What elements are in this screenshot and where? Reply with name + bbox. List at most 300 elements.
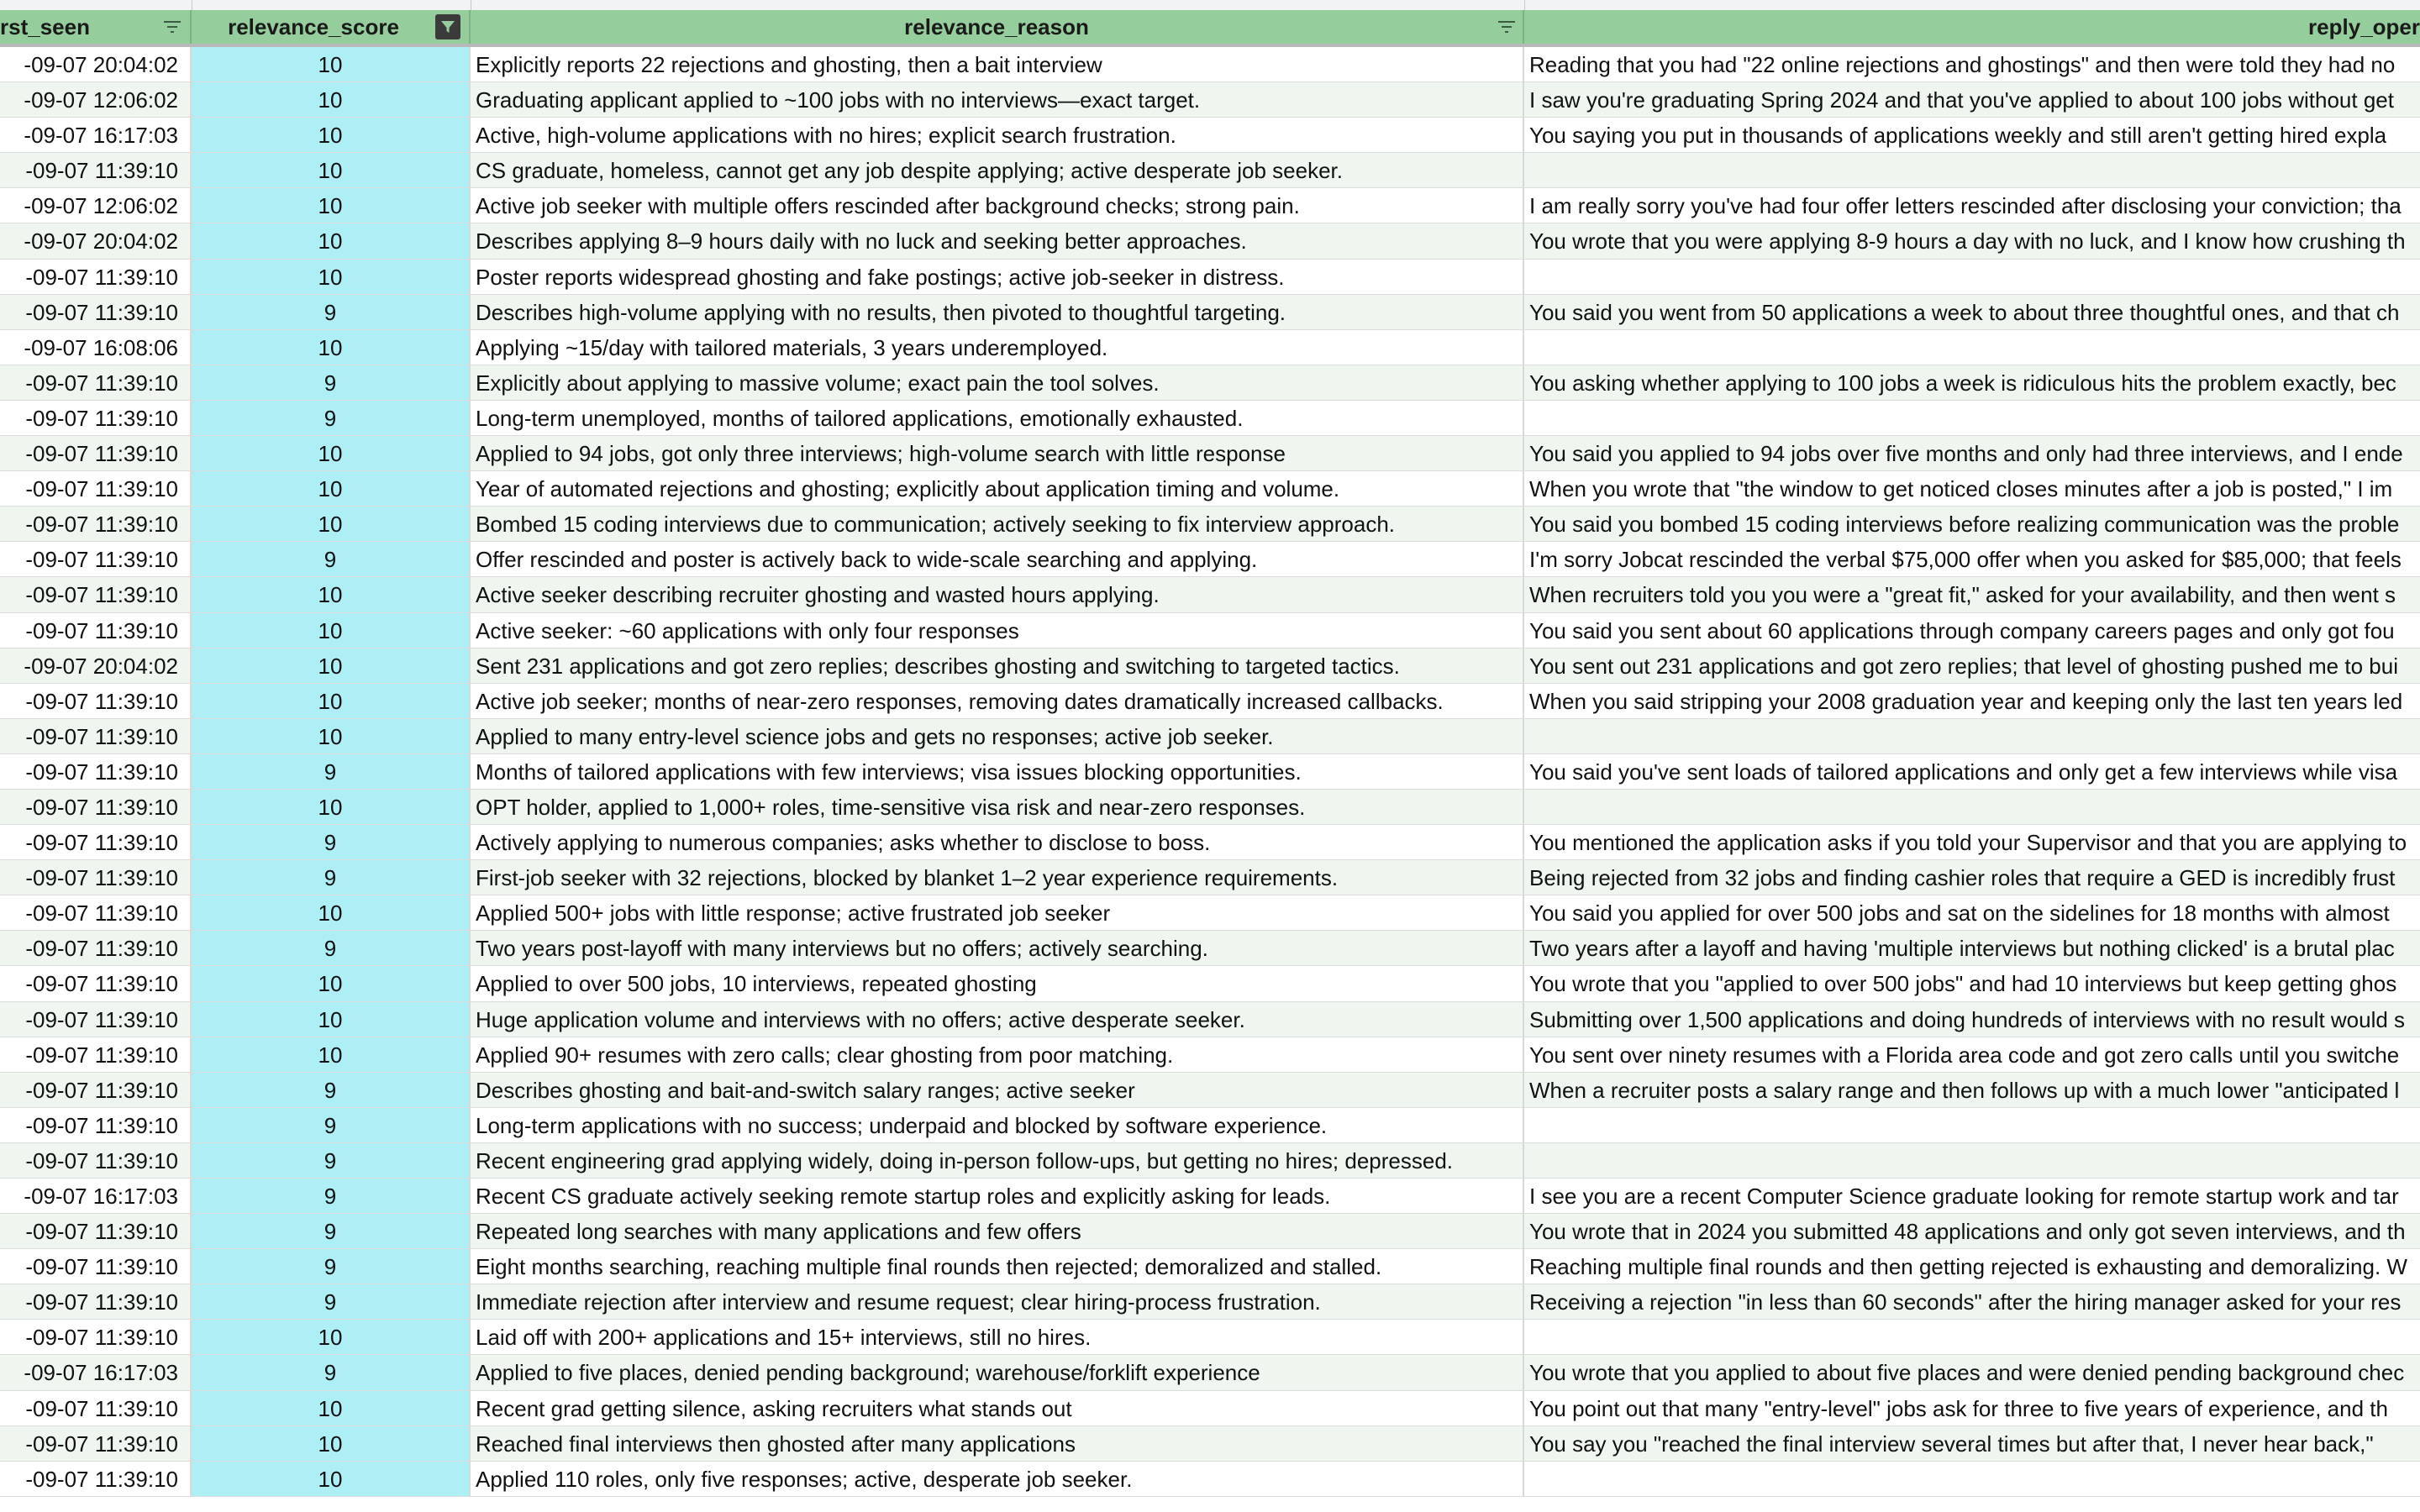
table-row[interactable] xyxy=(0,860,2420,895)
cell-relevance-reason[interactable] xyxy=(471,1002,1524,1037)
cell-first-seen[interactable] xyxy=(0,825,192,860)
cell-relevance-score[interactable] xyxy=(192,790,471,825)
cell-reply-opener[interactable] xyxy=(1524,436,2420,471)
table-row[interactable] xyxy=(0,1002,2420,1037)
cell-relevance-score[interactable] xyxy=(192,1320,471,1355)
table-row[interactable] xyxy=(0,966,2420,1001)
cell-relevance-score-text: 10 xyxy=(318,971,343,997)
table-row[interactable] xyxy=(0,825,2420,860)
cell-first-seen-text: -09-07 16:17:03 xyxy=(24,123,178,149)
cell-reply-opener-text: When you wrote that "the window to get noticed closes minutes after a job is posted," I im xyxy=(1529,476,2393,502)
cell-first-seen[interactable] xyxy=(0,1179,192,1214)
table-row[interactable] xyxy=(0,47,2420,82)
cell-relevance-score-text: 9 xyxy=(324,1112,337,1138)
table-row[interactable] xyxy=(0,365,2420,401)
table-row[interactable] xyxy=(0,118,2420,153)
cell-relevance-score[interactable] xyxy=(192,153,471,188)
cell-reply-opener[interactable] xyxy=(1524,542,2420,577)
table-row[interactable] xyxy=(0,436,2420,471)
cell-relevance-score[interactable] xyxy=(192,684,471,719)
cell-relevance-score-text: 9 xyxy=(324,1289,337,1315)
cell-reply-opener[interactable] xyxy=(1524,966,2420,1001)
cell-relevance-reason[interactable] xyxy=(471,1249,1524,1284)
cell-reply-opener[interactable] xyxy=(1524,754,2420,790)
cell-reply-opener[interactable] xyxy=(1524,82,2420,118)
cell-relevance-reason[interactable] xyxy=(471,1037,1524,1073)
cell-reply-opener[interactable] xyxy=(1524,684,2420,719)
cell-first-seen[interactable] xyxy=(0,260,192,295)
cell-reply-opener[interactable] xyxy=(1524,295,2420,330)
cell-relevance-reason[interactable] xyxy=(471,1143,1524,1179)
cell-relevance-reason[interactable] xyxy=(471,1108,1524,1143)
table-row[interactable] xyxy=(0,895,2420,931)
cell-reply-opener[interactable] xyxy=(1524,1002,2420,1037)
cell-relevance-reason[interactable] xyxy=(471,1284,1524,1320)
cell-first-seen[interactable] xyxy=(0,223,192,259)
table-row[interactable] xyxy=(0,1037,2420,1073)
cell-first-seen[interactable] xyxy=(0,330,192,365)
table-row[interactable] xyxy=(0,613,2420,648)
cell-relevance-score[interactable] xyxy=(192,260,471,295)
cell-first-seen-text: -09-07 11:39:10 xyxy=(25,1077,178,1103)
cell-relevance-score[interactable] xyxy=(192,577,471,612)
cell-relevance-reason-text: Recent CS graduate actively seeking remote startup roles and explicitly asking for leads. xyxy=(476,1184,1331,1209)
cell-relevance-score[interactable] xyxy=(192,471,471,507)
cell-relevance-score[interactable] xyxy=(192,719,471,754)
cell-first-seen[interactable] xyxy=(0,719,192,754)
cell-relevance-score-text: 9 xyxy=(324,1184,337,1209)
cell-relevance-score[interactable] xyxy=(192,507,471,542)
cell-reply-opener-text: Reaching multiple final rounds and then getting rejected is exhausting and demoralizing. W xyxy=(1529,1254,2407,1280)
cell-reply-opener-text: You said you bombed 15 coding interviews before realizing communication was the proble xyxy=(1529,512,2400,538)
cell-reply-opener[interactable] xyxy=(1524,790,2420,825)
cell-reply-opener[interactable] xyxy=(1524,1355,2420,1390)
cell-relevance-reason-text: Offer rescinded and poster is actively back to wide-scale searching and applying. xyxy=(476,547,1258,573)
cell-relevance-score[interactable] xyxy=(192,1143,471,1179)
cell-relevance-score[interactable] xyxy=(192,613,471,648)
cell-first-seen[interactable] xyxy=(0,436,192,471)
cell-reply-opener[interactable] xyxy=(1524,1284,2420,1320)
cell-first-seen-text: -09-07 11:39:10 xyxy=(25,1254,178,1280)
cell-reply-opener-text: You sent over ninety resumes with a Florida area code and got zero calls until you switche xyxy=(1529,1042,2400,1068)
cell-relevance-reason[interactable] xyxy=(471,1462,1524,1497)
cell-relevance-reason[interactable] xyxy=(471,188,1524,223)
cell-relevance-reason-text: Active job seeker; months of near-zero responses, removing dates dramatically increased callbacks. xyxy=(476,688,1444,714)
cell-first-seen[interactable] xyxy=(0,931,192,966)
cell-relevance-reason[interactable] xyxy=(471,365,1524,401)
cell-reply-opener[interactable] xyxy=(1524,577,2420,612)
cell-relevance-reason-text: Two years post-layoff with many interviews but no offers; actively searching. xyxy=(476,936,1208,962)
table-row[interactable] xyxy=(0,1320,2420,1355)
cell-first-seen[interactable] xyxy=(0,507,192,542)
cell-first-seen[interactable] xyxy=(0,1426,192,1462)
cell-relevance-score[interactable] xyxy=(192,754,471,790)
table-row[interactable] xyxy=(0,1426,2420,1462)
cell-relevance-reason-text: Immediate rejection after interview and resume request; clear hiring-process frustration. xyxy=(476,1289,1321,1315)
cell-first-seen[interactable] xyxy=(0,1355,192,1390)
cell-first-seen[interactable] xyxy=(0,1037,192,1073)
cell-reply-opener[interactable] xyxy=(1524,118,2420,153)
table-row[interactable] xyxy=(0,790,2420,825)
table-row[interactable] xyxy=(0,1214,2420,1249)
cell-relevance-score[interactable] xyxy=(192,223,471,259)
cell-reply-opener[interactable] xyxy=(1524,47,2420,82)
cell-relevance-score[interactable] xyxy=(192,1462,471,1497)
cell-reply-opener[interactable] xyxy=(1524,719,2420,754)
cell-first-seen-text: -09-07 11:39:10 xyxy=(25,1147,178,1173)
cell-reply-opener[interactable] xyxy=(1524,1462,2420,1497)
cell-relevance-reason-text: Applied to five places, denied pending background; warehouse/forklift experience xyxy=(476,1360,1260,1386)
cell-first-seen[interactable] xyxy=(0,684,192,719)
cell-relevance-score[interactable] xyxy=(192,648,471,684)
cell-relevance-score-text: 9 xyxy=(324,865,337,891)
cell-first-seen-text: -09-07 11:39:10 xyxy=(25,370,178,396)
cell-first-seen-text: -09-07 11:39:10 xyxy=(25,441,178,467)
cell-first-seen[interactable] xyxy=(0,754,192,790)
cell-relevance-score-text: 9 xyxy=(324,405,337,431)
cell-relevance-reason[interactable] xyxy=(471,825,1524,860)
cell-first-seen[interactable] xyxy=(0,1214,192,1249)
header-row xyxy=(0,10,2420,47)
table-row[interactable] xyxy=(0,719,2420,754)
cell-relevance-reason[interactable] xyxy=(471,401,1524,436)
cell-first-seen-text: -09-07 11:39:10 xyxy=(25,971,178,997)
cell-first-seen[interactable] xyxy=(0,295,192,330)
cell-first-seen[interactable] xyxy=(0,118,192,153)
cell-relevance-score[interactable] xyxy=(192,1249,471,1284)
cell-reply-opener[interactable] xyxy=(1524,471,2420,507)
cell-relevance-reason[interactable] xyxy=(471,577,1524,612)
cell-first-seen-text: -09-07 20:04:02 xyxy=(24,228,178,255)
cell-relevance-reason[interactable] xyxy=(471,1073,1524,1108)
table-row[interactable] xyxy=(0,754,2420,790)
table-row[interactable] xyxy=(0,1355,2420,1390)
cell-first-seen[interactable] xyxy=(0,1462,192,1497)
cell-first-seen-text: -09-07 11:39:10 xyxy=(25,759,178,785)
cell-reply-opener-text: I'm sorry Jobcat rescinded the verbal $75,000 offer when you asked for $85,000; that feels xyxy=(1529,547,2402,573)
cell-reply-opener[interactable] xyxy=(1524,153,2420,188)
cell-reply-opener[interactable] xyxy=(1524,931,2420,966)
table-row[interactable] xyxy=(0,1143,2420,1179)
cell-reply-opener-text: You asking whether applying to 100 jobs a week is ridiculous hits the problem exactly, bec xyxy=(1529,370,2396,396)
cell-relevance-reason-text: Applied 90+ resumes with zero calls; clear ghosting from poor matching. xyxy=(476,1042,1174,1068)
cell-first-seen-text: -09-07 12:06:02 xyxy=(24,193,178,219)
cell-reply-opener-text: Two years after a layoff and having 'multiple interviews but nothing clicked' is a brutal plac xyxy=(1529,936,2395,962)
cell-first-seen[interactable] xyxy=(0,895,192,931)
table-row[interactable] xyxy=(0,223,2420,259)
cell-relevance-score-text: 10 xyxy=(318,123,343,149)
cell-relevance-reason[interactable] xyxy=(471,719,1524,754)
table-row[interactable] xyxy=(0,260,2420,295)
cell-reply-opener[interactable] xyxy=(1524,260,2420,295)
cell-relevance-score-text: 9 xyxy=(324,1219,337,1245)
cell-reply-opener[interactable] xyxy=(1524,1391,2420,1426)
cell-first-seen[interactable] xyxy=(0,1108,192,1143)
header-reply-opener[interactable] xyxy=(1524,10,2420,44)
cell-first-seen[interactable] xyxy=(0,153,192,188)
cell-relevance-score[interactable] xyxy=(192,401,471,436)
cell-relevance-reason-text: Active seeker: ~60 applications with only four responses xyxy=(476,617,1019,643)
cell-relevance-score[interactable] xyxy=(192,1355,471,1390)
cell-first-seen[interactable] xyxy=(0,1391,192,1426)
cell-reply-opener[interactable] xyxy=(1524,860,2420,895)
cell-first-seen[interactable] xyxy=(0,47,192,82)
table-row[interactable] xyxy=(0,684,2420,719)
cell-relevance-score[interactable] xyxy=(192,47,471,82)
cell-relevance-reason[interactable] xyxy=(471,118,1524,153)
cell-relevance-score[interactable] xyxy=(192,1002,471,1037)
cell-relevance-reason[interactable] xyxy=(471,436,1524,471)
cell-first-seen[interactable] xyxy=(0,471,192,507)
cell-relevance-score[interactable] xyxy=(192,966,471,1001)
cell-first-seen[interactable] xyxy=(0,790,192,825)
cell-relevance-reason[interactable] xyxy=(471,47,1524,82)
cell-relevance-reason[interactable] xyxy=(471,648,1524,684)
cell-reply-opener[interactable] xyxy=(1524,1214,2420,1249)
cell-first-seen[interactable] xyxy=(0,82,192,118)
cell-reply-opener[interactable] xyxy=(1524,895,2420,931)
cell-relevance-reason-text: Repeated long searches with many applications and few offers xyxy=(476,1219,1081,1245)
table-row[interactable] xyxy=(0,1462,2420,1497)
cell-relevance-reason[interactable] xyxy=(471,790,1524,825)
table-row[interactable] xyxy=(0,507,2420,542)
cell-reply-opener-text: Being rejected from 32 jobs and finding cashier roles that require a GED is incredibly frust xyxy=(1529,865,2396,891)
cell-relevance-reason[interactable] xyxy=(471,223,1524,259)
cell-relevance-reason[interactable] xyxy=(471,542,1524,577)
table-row[interactable] xyxy=(0,1179,2420,1214)
cell-relevance-reason[interactable] xyxy=(471,82,1524,118)
cell-relevance-score-text: 10 xyxy=(318,52,343,77)
table-row[interactable] xyxy=(0,1284,2420,1320)
cell-relevance-reason[interactable] xyxy=(471,507,1524,542)
cell-reply-opener-text: When a recruiter posts a salary range and then follows up with a much lower "anticipated l xyxy=(1529,1077,2400,1103)
cell-relevance-score-text: 10 xyxy=(318,1325,343,1351)
cell-relevance-reason-text: Year of automated rejections and ghosting; explicitly about application timing and volume. xyxy=(476,476,1340,502)
cell-first-seen[interactable] xyxy=(0,613,192,648)
cell-reply-opener[interactable] xyxy=(1524,1426,2420,1462)
cell-relevance-score[interactable] xyxy=(192,118,471,153)
cell-first-seen-text: -09-07 11:39:10 xyxy=(25,1289,178,1315)
cell-reply-opener[interactable] xyxy=(1524,1143,2420,1179)
cell-relevance-score[interactable] xyxy=(192,1179,471,1214)
cell-relevance-score[interactable] xyxy=(192,860,471,895)
table-body xyxy=(0,47,2420,1497)
cell-reply-opener[interactable] xyxy=(1524,1249,2420,1284)
cell-relevance-reason[interactable] xyxy=(471,1355,1524,1390)
table-row[interactable] xyxy=(0,188,2420,223)
cell-relevance-reason-text: Applying ~15/day with tailored materials, 3 years underemployed. xyxy=(476,334,1108,360)
cell-reply-opener[interactable] xyxy=(1524,401,2420,436)
cell-first-seen-text: -09-07 12:06:02 xyxy=(24,87,178,113)
cell-reply-opener[interactable] xyxy=(1524,188,2420,223)
cell-reply-opener-text: You said you went from 50 applications a week to about three thoughtful ones, and that ch xyxy=(1529,299,2400,325)
cell-relevance-score[interactable] xyxy=(192,1391,471,1426)
cell-relevance-score[interactable] xyxy=(192,895,471,931)
cell-reply-opener[interactable] xyxy=(1524,223,2420,259)
table-row[interactable] xyxy=(0,1073,2420,1108)
cell-relevance-reason[interactable] xyxy=(471,613,1524,648)
cell-relevance-reason[interactable] xyxy=(471,1179,1524,1214)
cell-first-seen[interactable] xyxy=(0,1143,192,1179)
table-row[interactable] xyxy=(0,931,2420,966)
cell-relevance-score-text: 10 xyxy=(318,1395,343,1421)
cell-reply-opener-text: You said you applied for over 500 jobs and sat on the sidelines for 18 months with almost xyxy=(1529,900,2390,927)
table-row[interactable] xyxy=(0,577,2420,612)
table-row[interactable] xyxy=(0,1391,2420,1426)
table-row[interactable] xyxy=(0,295,2420,330)
table-row[interactable] xyxy=(0,330,2420,365)
cell-relevance-reason-text: Recent grad getting silence, asking recruiters what stands out xyxy=(476,1395,1072,1421)
cell-first-seen[interactable] xyxy=(0,1073,192,1108)
cell-first-seen[interactable] xyxy=(0,577,192,612)
cell-first-seen-text: -09-07 11:39:10 xyxy=(25,1395,178,1421)
cell-relevance-score[interactable] xyxy=(192,436,471,471)
cell-relevance-score[interactable] xyxy=(192,1214,471,1249)
cell-relevance-score-text: 9 xyxy=(324,1360,337,1386)
table-row[interactable] xyxy=(0,401,2420,436)
cell-relevance-reason-text: Applied to over 500 jobs, 10 interviews, repeated ghosting xyxy=(476,971,1037,997)
cell-first-seen[interactable] xyxy=(0,542,192,577)
cell-relevance-reason-text: Recent engineering grad applying widely, doing in-person follow-ups, but getting no hires; depressed. xyxy=(476,1147,1454,1173)
cell-first-seen-text: -09-07 16:17:03 xyxy=(24,1360,178,1386)
cell-relevance-score-text: 10 xyxy=(318,193,343,219)
cell-relevance-reason[interactable] xyxy=(471,684,1524,719)
header-relevance-score[interactable] xyxy=(192,10,471,44)
table-row[interactable] xyxy=(0,648,2420,684)
cell-relevance-score[interactable] xyxy=(192,365,471,401)
cell-relevance-reason[interactable] xyxy=(471,153,1524,188)
cell-relevance-score[interactable] xyxy=(192,1073,471,1108)
filter-icon[interactable] xyxy=(1497,18,1516,36)
cell-relevance-reason-text: Actively applying to numerous companies; asks whether to disclose to boss. xyxy=(476,830,1211,856)
cell-first-seen[interactable] xyxy=(0,1002,192,1037)
cell-first-seen-text: -09-07 20:04:02 xyxy=(24,653,178,679)
cell-first-seen[interactable] xyxy=(0,966,192,1001)
cell-relevance-reason[interactable] xyxy=(471,754,1524,790)
cell-reply-opener[interactable] xyxy=(1524,365,2420,401)
cell-reply-opener[interactable] xyxy=(1524,1108,2420,1143)
cell-first-seen-text: -09-07 16:08:06 xyxy=(24,334,178,360)
cell-relevance-score[interactable] xyxy=(192,1426,471,1462)
cell-first-seen[interactable] xyxy=(0,188,192,223)
cell-relevance-score[interactable] xyxy=(192,825,471,860)
cell-relevance-reason[interactable] xyxy=(471,1320,1524,1355)
filter-icon[interactable] xyxy=(163,18,182,36)
header-relevance-reason[interactable] xyxy=(471,10,1524,44)
cell-relevance-score[interactable] xyxy=(192,1108,471,1143)
cell-relevance-reason-text: Applied 500+ jobs with little response; active frustrated job seeker xyxy=(476,900,1111,927)
cell-reply-opener-text: You mentioned the application asks if you told your Supervisor and that you are applying to xyxy=(1529,830,2407,856)
cell-relevance-reason-text: Months of tailored applications with few interviews; visa issues blocking opportunities. xyxy=(476,759,1302,785)
cell-relevance-reason[interactable] xyxy=(471,260,1524,295)
cell-reply-opener-text: You say you "reached the final interview several times but after that, I never hear back," xyxy=(1529,1431,2374,1457)
cell-reply-opener-text: When recruiters told you you were a "great fit," asked for your availability, and then went s xyxy=(1529,582,2396,608)
cell-reply-opener[interactable] xyxy=(1524,825,2420,860)
cell-reply-opener-text: You said you sent about 60 applications through company careers pages and only got fou xyxy=(1529,617,2395,643)
cell-first-seen[interactable] xyxy=(0,1249,192,1284)
cell-reply-opener-text: You saying you put in thousands of applications weekly and still aren't getting hired expla xyxy=(1529,123,2387,149)
cell-relevance-score[interactable] xyxy=(192,1037,471,1073)
cell-reply-opener-text: You wrote that you applied to about five places and were denied pending background chec xyxy=(1529,1360,2405,1386)
cell-reply-opener[interactable] xyxy=(1524,1073,2420,1108)
cell-relevance-score[interactable] xyxy=(192,931,471,966)
cell-relevance-reason[interactable] xyxy=(471,295,1524,330)
cell-reply-opener-text: You sent out 231 applications and got zero replies; that level of ghosting pushed me to bui xyxy=(1529,653,2398,679)
cell-relevance-score-text: 10 xyxy=(318,264,343,290)
cell-first-seen[interactable] xyxy=(0,365,192,401)
header-first-seen[interactable] xyxy=(0,10,192,44)
cell-first-seen-text: -09-07 16:17:03 xyxy=(24,1184,178,1209)
cell-reply-opener-text: I saw you're graduating Spring 2024 and that you've applied to about 100 jobs without get xyxy=(1529,87,2394,113)
cell-relevance-score[interactable] xyxy=(192,330,471,365)
cell-relevance-reason-text: Explicitly reports 22 rejections and ghosting, then a bait interview xyxy=(476,52,1102,77)
cell-reply-opener[interactable] xyxy=(1524,1037,2420,1073)
cell-relevance-reason[interactable] xyxy=(471,966,1524,1001)
cell-relevance-reason[interactable] xyxy=(471,895,1524,931)
cell-relevance-reason[interactable] xyxy=(471,1426,1524,1462)
cell-first-seen-text: -09-07 11:39:10 xyxy=(25,900,178,927)
table-row[interactable] xyxy=(0,542,2420,577)
header-relevance-reason-label: relevance_reason xyxy=(904,13,1089,39)
cell-relevance-reason-text: Applied 110 roles, only five responses; active, desperate job seeker. xyxy=(476,1466,1133,1492)
cell-relevance-reason[interactable] xyxy=(471,860,1524,895)
cell-relevance-score[interactable] xyxy=(192,295,471,330)
cell-reply-opener[interactable] xyxy=(1524,1179,2420,1214)
table-row[interactable] xyxy=(0,1249,2420,1284)
cell-relevance-reason[interactable] xyxy=(471,330,1524,365)
cell-relevance-reason-text: Laid off with 200+ applications and 15+ interviews, still no hires. xyxy=(476,1325,1092,1351)
cell-first-seen[interactable] xyxy=(0,648,192,684)
cell-reply-opener[interactable] xyxy=(1524,507,2420,542)
table-row[interactable] xyxy=(0,153,2420,188)
cell-relevance-score-text: 10 xyxy=(318,158,343,184)
cell-first-seen-text: -09-07 11:39:10 xyxy=(25,1431,178,1457)
cell-first-seen[interactable] xyxy=(0,1320,192,1355)
cell-relevance-score[interactable] xyxy=(192,82,471,118)
cell-reply-opener[interactable] xyxy=(1524,1320,2420,1355)
cell-relevance-reason[interactable] xyxy=(471,471,1524,507)
cell-first-seen[interactable] xyxy=(0,860,192,895)
cell-first-seen[interactable] xyxy=(0,1284,192,1320)
cell-first-seen-text: -09-07 11:39:10 xyxy=(25,1325,178,1351)
cell-first-seen-text: -09-07 11:39:10 xyxy=(25,617,178,643)
cell-first-seen-text: -09-07 11:39:10 xyxy=(25,1006,178,1032)
cell-relevance-score[interactable] xyxy=(192,188,471,223)
cell-relevance-reason[interactable] xyxy=(471,1214,1524,1249)
table-row[interactable] xyxy=(0,1108,2420,1143)
cell-relevance-score-text: 9 xyxy=(324,547,337,573)
table-row[interactable] xyxy=(0,471,2420,507)
cell-first-seen-text: -09-07 11:39:10 xyxy=(25,264,178,290)
cell-first-seen-text: -09-07 11:39:10 xyxy=(25,794,178,820)
cell-relevance-reason-text: Explicitly about applying to massive volume; exact pain the tool solves. xyxy=(476,370,1160,396)
table-row[interactable] xyxy=(0,82,2420,118)
cell-reply-opener[interactable] xyxy=(1524,613,2420,648)
cell-relevance-reason-text: Applied to 94 jobs, got only three interviews; high-volume search with little response xyxy=(476,441,1286,467)
cell-relevance-score[interactable] xyxy=(192,542,471,577)
cell-first-seen-text: -09-07 11:39:10 xyxy=(25,1042,178,1068)
cell-relevance-score[interactable] xyxy=(192,1284,471,1320)
cell-relevance-reason[interactable] xyxy=(471,1391,1524,1426)
cell-relevance-reason-text: Long-term applications with no success; underpaid and blocked by software experience. xyxy=(476,1112,1328,1138)
cell-relevance-reason[interactable] xyxy=(471,931,1524,966)
cell-first-seen[interactable] xyxy=(0,401,192,436)
cell-first-seen-text: -09-07 11:39:10 xyxy=(25,405,178,431)
cell-reply-opener[interactable] xyxy=(1524,330,2420,365)
filter-active-icon[interactable] xyxy=(435,14,460,39)
cell-first-seen-text: -09-07 11:39:10 xyxy=(25,1112,178,1138)
cell-reply-opener[interactable] xyxy=(1524,648,2420,684)
